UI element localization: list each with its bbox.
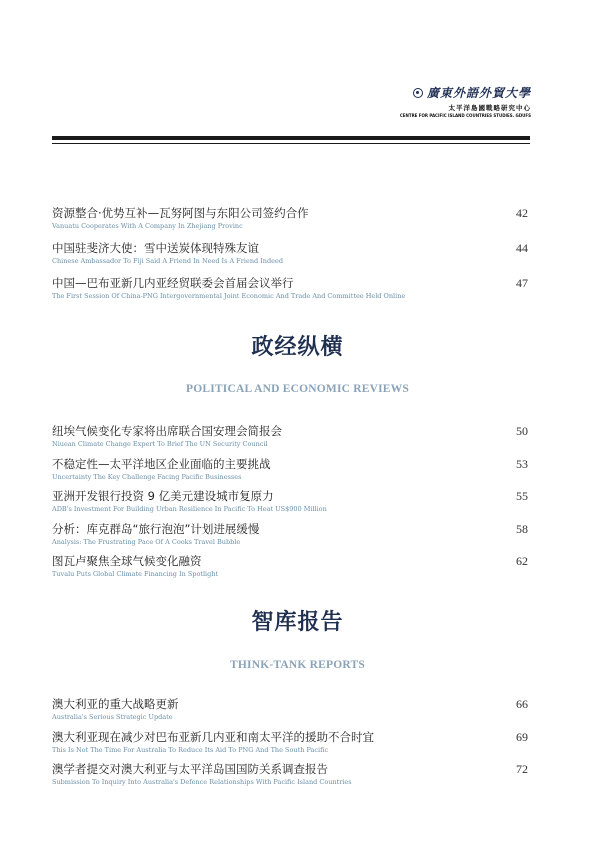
entry-page-number: 53 [516,457,528,471]
entry-title-cn: 澳大利亚的重大战略更新 [52,697,179,711]
entry-title-en: ADB's Investment For Building Urban Resilience In Pacific To Heat US$900 Million [52,505,327,513]
entry-page-number: 47 [516,276,528,290]
entry-title-cn: 中国驻斐济大使：雪中送炭体现特殊友谊 [52,241,259,255]
toc-entry[interactable] [52,522,528,547]
entry-title-en: Australia's Serious Strategic Update [52,713,173,721]
toc-entry[interactable] [52,697,528,722]
header-logo [400,84,531,118]
entry-page-number: 69 [516,730,528,744]
entry-page-number: 50 [516,424,528,438]
entry-title-cn: 纽埃气候变化专家将出席联合国安理会简报会 [52,424,282,438]
entry-title-en: Chinese Ambassador To Fiji Said A Friend In Need Is A Friend Indeed [52,257,284,265]
header-divider-thick [52,136,530,140]
entry-title-en: Analysis: The Frustrating Pace Of A Cooks Travel Bubble [52,538,241,546]
toc-entry[interactable] [52,762,528,787]
entry-title-en: Submission To Inquiry Into Australia's Defence Relationships With Pacific Island Countries [52,778,352,786]
entry-title-cn: 不稳定性—太平洋地区企业面临的主要挑战 [52,457,271,471]
university-emblem-icon [413,88,423,98]
toc-entry[interactable] [52,554,528,579]
university-name: 廣東外語外貿大學 [426,86,531,100]
entry-page-number: 55 [516,489,528,503]
entry-title-en: Vanuatu Cooperates With A Company In Zhejiang Provinc [52,222,243,230]
entry-title-cn: 澳大利亚现在减少对巴布亚新几内亚和南太平洋的援助不合时宜 [52,730,374,744]
entry-title-cn: 中国—巴布亚新几内亚经贸联委会首届会议举行 [52,276,294,290]
entry-page-number: 62 [516,554,528,568]
section-title-en: THINK-TANK REPORTS [230,659,365,671]
toc-entry[interactable] [52,457,528,482]
entry-page-number: 42 [516,206,528,220]
university-logo [400,84,531,101]
toc-entry[interactable] [52,241,528,266]
entry-page-number: 44 [516,241,528,255]
toc-entry[interactable] [52,489,528,514]
entry-page-number: 66 [516,697,528,711]
entry-page-number: 58 [516,522,528,536]
center-name-cn: 太平洋島國戰略研究中心 [448,104,531,112]
entry-page-number: 72 [516,762,528,776]
entry-title-en: Tuvalu Puts Global Climate Financing In Spotlight [52,570,219,578]
entry-title-en: The First Session Of China-PNG Intergovernmental Joint Economic And Trade And Committee Held Online [52,292,406,300]
header-divider-thin [52,143,530,144]
entry-title-cn: 亚洲开发银行投资 9 亿美元建设城市复原力 [52,489,274,503]
entry-title-cn: 澳学者提交对澳大利亚与太平洋岛国国防关系调查报告 [52,762,328,776]
toc-entry[interactable] [52,206,528,231]
center-name-en: CENTRE FOR PACIFIC ISLAND COUNTRIES STUDIES. GDUFS [399,113,531,118]
section-title-en: POLITICAL AND ECONOMIC REVIEWS [186,383,409,395]
section-title-cn: 政经纵横 [251,334,344,360]
toc-entry[interactable] [52,424,528,449]
entry-title-cn: 分析：库克群岛“旅行泡泡”计划进展缓慢 [52,522,260,536]
entry-title-en: Niuean Climate Change Expert To Brief The UN Security Council [52,440,268,448]
entry-title-cn: 图瓦卢聚焦全球气候变化融资 [52,554,202,568]
toc-entry[interactable] [52,276,528,301]
entry-title-cn: 资源整合·优势互补—瓦努阿图与东阳公司签约合作 [52,206,309,220]
entry-title-en: This Is Not The Time For Australia To Reduce Its Aid To PNG And The South Pacific [52,746,329,754]
entry-title-en: Uncertainty The Key Challenge Facing Pacific Businesses [52,473,242,481]
section-title-cn: 智库报告 [251,609,344,635]
toc-entry[interactable] [52,730,528,755]
